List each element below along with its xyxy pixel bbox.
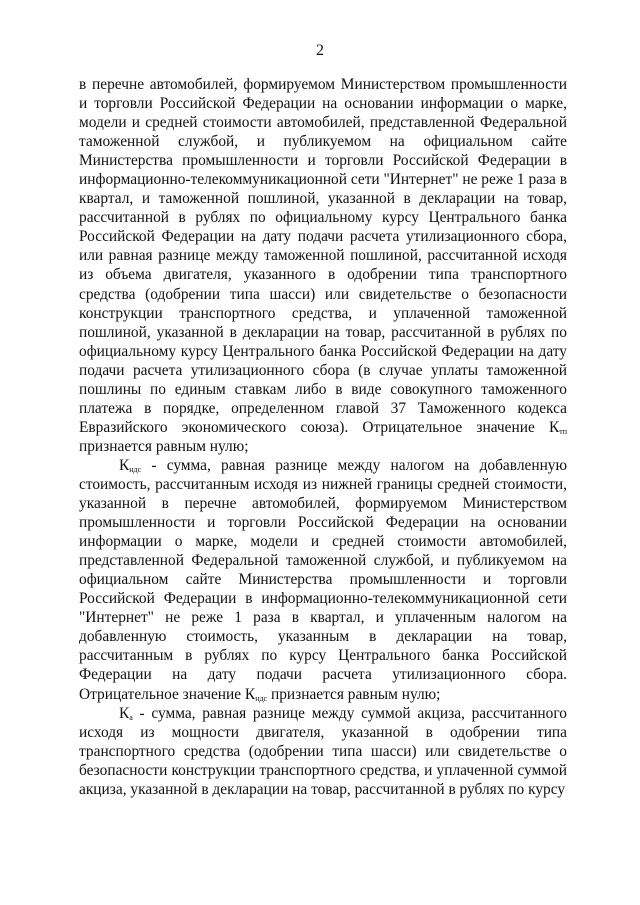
page-number: 2 (316, 42, 324, 59)
paragraph-text: - сумма, равная разнице между суммой акциза, рассчитанного исходя из мощности двигателя, указанной в одобрении типа транспортного средства (одобрении типа шасси) или свидетельстве о безопасности конструкции транспортного средства, и уплаченной суммой акциза, указанной в декларации на товар, рассчитанной в рублях по курсу (79, 704, 567, 798)
paragraph-tail: признается равным нулю; (267, 685, 441, 703)
paragraph-tail: признается равным нулю; (79, 437, 249, 455)
subscript-tp: тп (559, 426, 567, 436)
paragraph-knds-definition (79, 456, 567, 704)
subscript-a: а (129, 712, 133, 722)
paragraph-ka-definition (79, 704, 567, 799)
symbol-k: К (119, 456, 130, 474)
subscript-nds: ндс (129, 464, 142, 474)
paragraph-kt-definition (79, 75, 567, 456)
document-body (79, 75, 567, 799)
symbol-k: К (119, 704, 130, 722)
paragraph-text: в перечне автомобилей, формируемом Министерством промышленности и торговли Российской Федерации на основании информации о марке, модели и средней стоимости автомобилей, представленной Федеральной таможенной службой, и публикуемом на официальном сайте Министерства промышленности и торговли Российской Федерации в информационно-телекоммуникационной сети "Интернет" не реже 1 раза в квартал, и таможенной пошлиной, указанной в декларации на товар, рассчитанной в рублях по официальному курсу Центрального банка Российской Федерации на дату подачи расчета утилизационного сбора, или равная разнице между таможенной пошлиной, рассчитанной исходя из объема двигателя, указанного в одобрении типа транспортного средства (одобрении типа шасси) или свидетельстве о безопасности конструкции транспортного средства, и уплаченной таможенной пошлиной, указанной в декларации на товар, рассчитанной в рублях по официальному курсу Центрального банка Российской Федерации на дату подачи расчета утилизационного сбора (в случае уплаты таможенной пошлины по единым ставкам либо в виде совокупного таможенного платежа в порядке, определенном главой 37 Таможенного кодекса Евразийского экономического союза). Отрицательное значение К (79, 76, 567, 436)
subscript-nds-2: ндс (255, 693, 268, 703)
paragraph-text: - сумма, равная разнице между налогом на добавленную стоимость, рассчитанным исходя из нижней границы средней стоимости, указанной в перечне автомобилей, формируемом Министерством промышленности и торговли Российской Федерации на основании информации о марке, модели и средней стоимости автомобилей, представленной Федеральной таможенной службой, и публикуемом на официальном сайте Министерства промышленности и торговли Российской Федерации в информационно-телекоммуникационной сети "Интернет" не реже 1 раза в квартал, и уплаченным налогом на добавленную стоимость, указанным в декларации на товар, рассчитанным в рублях по курсу Центрального банка Российской Федерации на дату подачи расчета утилизационного сбора. Отрицательное значение К (79, 456, 567, 703)
